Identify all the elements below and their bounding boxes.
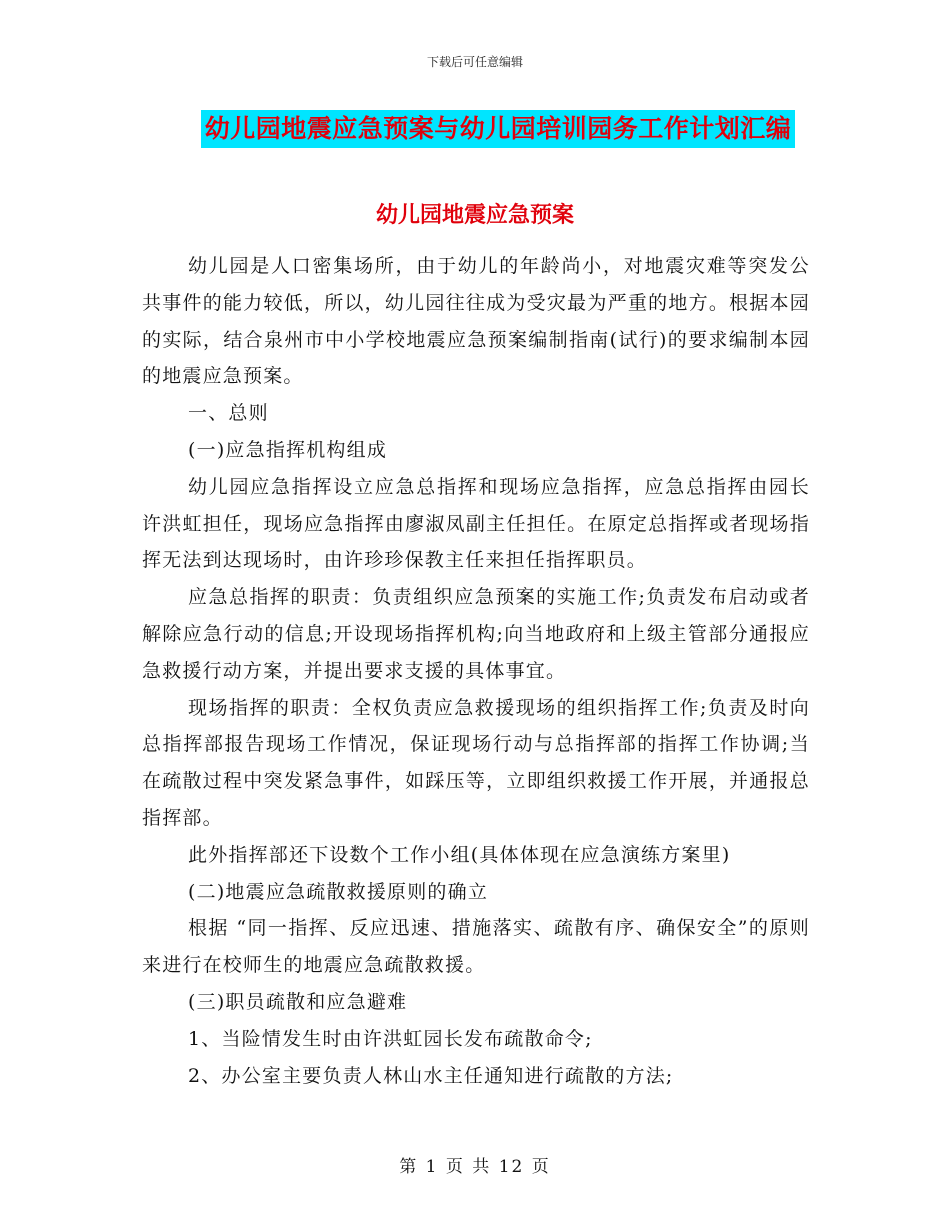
paragraph-rescue-principles: 根据 “同一指挥、反应迅速、措施落实、疏散有序、确保安全”的原则来进行在校师生的地震应急疏散救援。 bbox=[142, 917, 810, 977]
page-header-note: 下载后可任意编辑 bbox=[426, 55, 523, 69]
heading-general-principles: 一、总则 bbox=[188, 402, 269, 425]
main-title-container bbox=[0, 110, 950, 148]
page-footer: 第 1 页 共 12 页 bbox=[399, 1157, 551, 1177]
paragraph-working-groups: 此外指挥部还下设数个工作小组(具体体现在应急演练方案里) bbox=[188, 843, 731, 866]
subheading-rescue-principles: (二)地震应急疏散救援原则的确立 bbox=[188, 880, 489, 903]
paragraph-intro: 幼儿园是人口密集场所，由于幼儿的年龄尚小，对地震灾难等突发公共事件的能力较低，所以，幼儿园往往成为受灾最为严重的地方。根据本园的实际，结合泉州市中小学校地震应急预案编制指南(试行)的要求编制本园的地震应急预案。 bbox=[142, 255, 810, 388]
section-title: 幼儿园地震应急预案 bbox=[375, 203, 574, 228]
paragraph-onsite-duties: 现场指挥的职责：全权负责应急救援现场的组织指挥工作;负责及时向总指挥部报告现场工作情况，保证现场行动与总指挥部的指挥工作协调;当在疏散过程中突发紧急事件，如踩压等，立即组织救援工作开展，并通报总指挥部。 bbox=[142, 696, 810, 829]
list-item-evacuation-1: 1、当险情发生时由许洪虹园长发布疏散命令; bbox=[188, 1027, 593, 1050]
subheading-command-structure: (一)应急指挥机构组成 bbox=[188, 438, 388, 461]
list-item-evacuation-2: 2、办公室主要负责人林山水主任通知进行疏散的方法; bbox=[188, 1064, 674, 1087]
document-main-title: 幼儿园地震应急预案与幼儿园培训园务工作计划汇编 bbox=[201, 110, 796, 148]
subheading-evacuation: (三)职员疏散和应急避难 bbox=[188, 990, 408, 1013]
document-body bbox=[142, 248, 810, 1094]
paragraph-chief-duties: 应急总指挥的职责：负责组织应急预案的实施工作;负责发布启动或者解除应急行动的信息;开设现场指挥机构;向当地政府和上级主管部分通报应急救援行动方案，并提出要求支援的具体事宜。 bbox=[142, 586, 810, 682]
paragraph-command-structure: 幼儿园应急指挥设立应急总指挥和现场应急指挥，应急总指挥由园长许洪虹担任，现场应急指挥由廖淑凤副主任担任。在原定总指挥或者现场指挥无法到达现场时，由许珍珍保教主任来担任指挥职员。 bbox=[142, 475, 810, 572]
